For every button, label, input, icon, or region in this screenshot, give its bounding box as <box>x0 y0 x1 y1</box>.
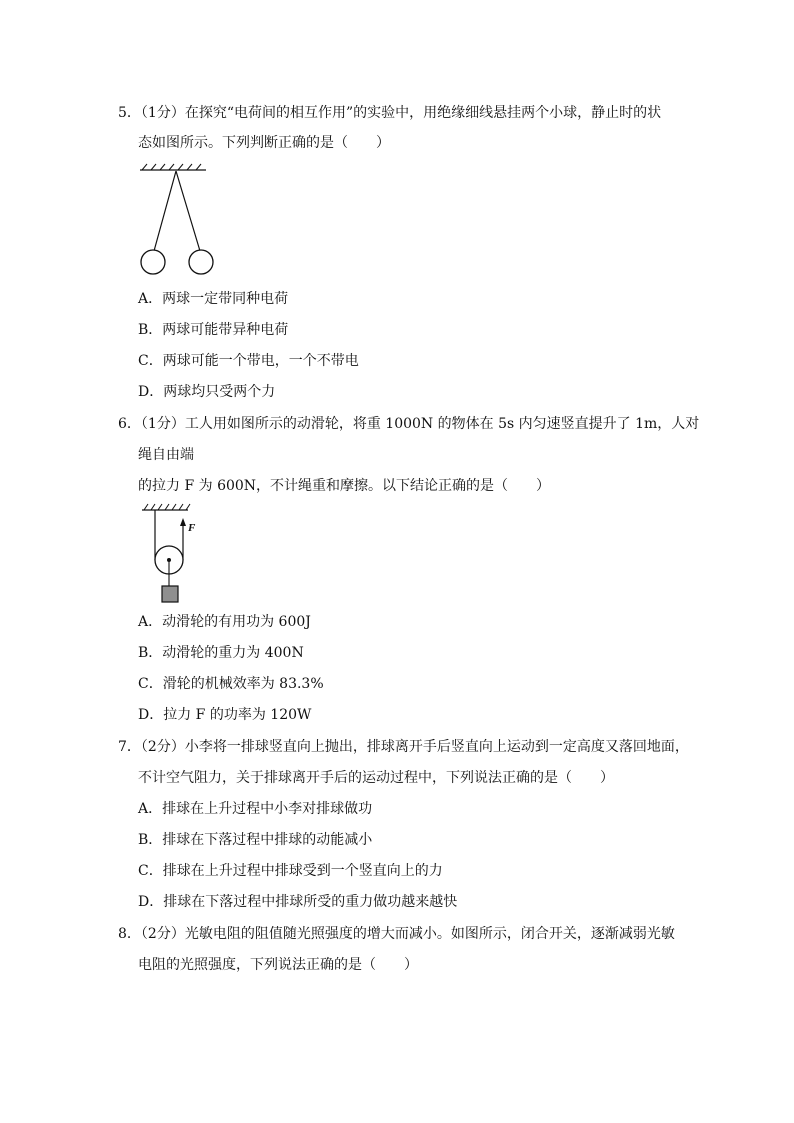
question-8-line-2: 电阻的光照强度，下列说法正确的是（ ） <box>138 957 418 973</box>
question-6-option-b: B．动滑轮的重力为 400N <box>138 645 304 661</box>
question-6-line-2: 绳自由端 <box>138 447 194 463</box>
question-6-points: （1分） <box>140 416 185 432</box>
question-7-points: （2分） <box>140 739 185 755</box>
question-7-option-a: A．排球在上升过程中小李对排球做功 <box>138 801 373 817</box>
question-6-option-d: D．拉力 F 的功率为 120W <box>138 707 312 723</box>
question-6-figure-pulley <box>142 504 208 604</box>
question-8-number: 8． <box>118 926 141 942</box>
question-5-number: 5． <box>118 105 141 121</box>
question-6-option-c: C．滑轮的机械效率为 83.3% <box>138 676 324 692</box>
question-7-option-b: B．排球在下落过程中排球的动能减小 <box>138 832 373 848</box>
question-5-line-1 <box>118 105 661 121</box>
question-8-line-1 <box>118 926 675 942</box>
question-5-option-c: C．两球可能一个带电，一个不带电 <box>138 353 359 369</box>
force-label-f: F <box>188 522 196 534</box>
question-7-option-d: D．排球在下落过程中排球所受的重力做功越来越快 <box>138 894 458 910</box>
question-6-text-1: 工人用如图所示的动滑轮，将重 1000N 的物体在 5s 内匀速竖直提升了 1m，人对 <box>184 416 700 432</box>
question-7-text-1: 小李将一排球竖直向上抛出，排球离开手后竖直向上运动到一定高度又落回地面， <box>184 739 689 755</box>
question-7-line-1 <box>118 739 689 755</box>
question-6-line-1 <box>118 416 699 432</box>
question-5-figure-hanging-balls <box>136 164 210 278</box>
question-7-number: 7． <box>118 739 141 755</box>
question-5-line-2: 态如图所示。下列判断正确的是（ ） <box>138 135 390 151</box>
question-7-line-2: 不计空气阻力，关于排球离开手后的运动过程中，下列说法正确的是（ ） <box>138 770 614 786</box>
question-8-text-1: 光敏电阻的阻值随光照强度的增大而减小。如图所示，闭合开关，逐渐减弱光敏 <box>184 926 675 942</box>
question-5-option-a: A．两球一定带同种电荷 <box>138 291 289 307</box>
question-5-option-d: D．两球均只受两个力 <box>138 384 276 400</box>
question-6-number: 6． <box>118 416 141 432</box>
question-5-text-1: 在探究“电荷间的相互作用”的实验中，用绝缘细线悬挂两个小球，静止时的状 <box>184 105 662 121</box>
question-5-option-b: B．两球可能带异种电荷 <box>138 322 289 338</box>
question-7-option-c: C．排球在上升过程中排球受到一个竖直向上的力 <box>138 863 443 879</box>
question-8-points: （2分） <box>140 926 185 942</box>
question-6-line-3: 的拉力 F 为 600N，不计绳重和摩擦。以下结论正确的是（ ） <box>138 478 551 494</box>
question-5-points: （1分） <box>140 105 185 121</box>
question-6-option-a: A．动滑轮的有用功为 600J <box>138 614 311 630</box>
